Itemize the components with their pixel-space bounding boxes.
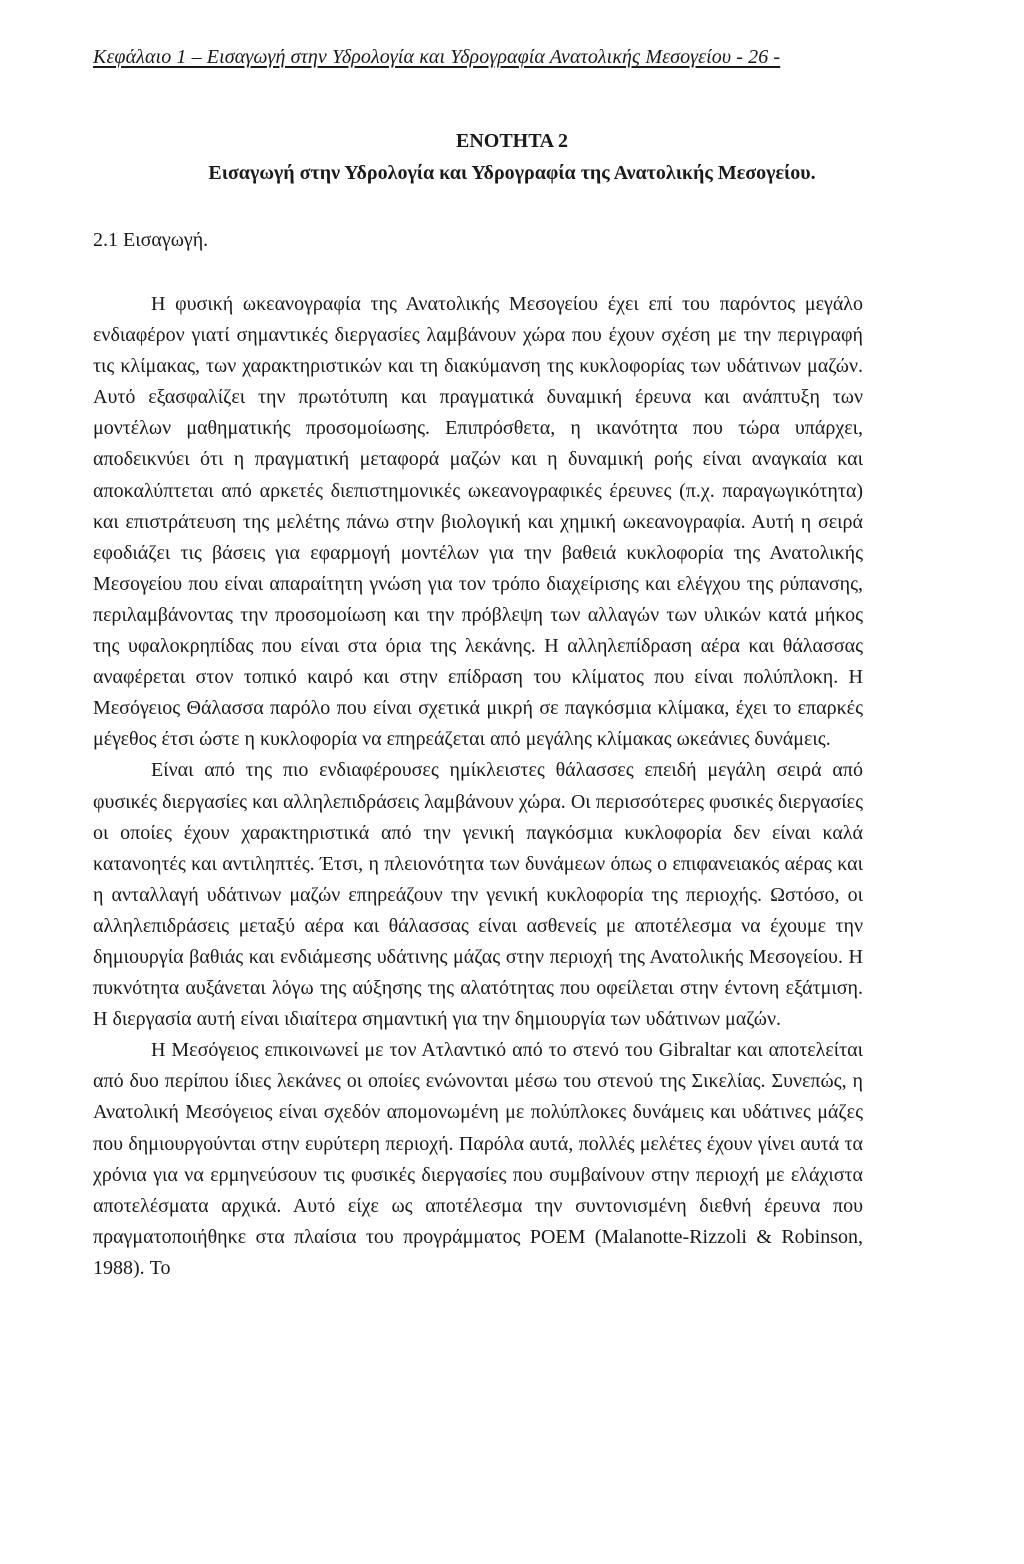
paragraph: Είναι από της πιο ενδιαφέρουσες ημίκλειστες θάλασσες επειδή μεγάλη σειρά από φυσικές διεργασίες και αλληλεπιδράσεις λαμβάνουν χώρα. Οι περισσότερες φυσικές διεργασίες οι οποίες έχουν χαρακτηριστικά από την γενική παγκόσμια κυκλοφορία δεν είναι καλά κατανοητές και αντιληπτές. Έτσι, η πλειονότητα των δυνάμεων όπως ο επιφανειακός αέρας και η ανταλλαγή υδάτινων μαζών επηρεάζουν την γενική κυκλοφορία της περιοχής. Ωστόσο, οι αλληλεπιδράσεις μεταξύ αέρα και θάλασσας είναι ασθενείς με αποτέλεσμα να έχουμε την δημιουργία βαθιάς και ενδιάμεσης υδάτινης μάζας στην περιοχή της Ανατολικής Μεσογείου. Η πυκνότητα αυξάνεται λόγω της αύξησης της αλατότητας που οφείλεται στην έντονη εξάτμιση. Η διεργασία αυτή είναι ιδιαίτερα σημαντική για την δημιουργία των υδάτινων μαζών. <box>93 759 863 1031</box>
subsection-heading: 2.1 Εισαγωγή. <box>93 229 209 251</box>
paragraph: Η Μεσόγειος επικοινωνεί με τον Ατλαντικό από το στενό του Gibraltar και αποτελείται από δυο περίπου ίδιες λεκάνες οι οποίες ενώνονται μέσω του στενού της Σικελίας. Συνεπώς, η Ανατολική Μεσόγειος είναι σχεδόν απομονωμένη με πολύπλοκες δυνάμεις και υδάτινες μάζες που δημιουργούνται στην ευρύτερη περιοχή. Παρόλα αυτά, πολλές μελέτες έχουν γίνει αυτά τα χρόνια για να ερμηνεύσουν τις φυσικές διεργασίες που συμβαίνουν στην περιοχή με ελάχιστα αποτελέσματα αρχικά. Αυτό είχε ως αποτέλεσμα την συντονισμένη διεθνή έρευνα που πραγματοποιήθηκε στα πλαίσια του προγράμματος POEM (Malanotte-Rizzoli & Robinson, 1988). Το <box>93 1039 863 1279</box>
section-title: Εισαγωγή στην Υδρολογία και Υδρογραφία της Ανατολικής Μεσογείου. <box>208 162 816 184</box>
section-number: ΕΝΟΤΗΤΑ 2 <box>456 130 568 152</box>
paragraph: Η φυσική ωκεανογραφία της Ανατολικής Μεσογείου έχει επί του παρόντος μεγάλο ενδιαφέρον γιατί σημαντικές διεργασίες λαμβάνουν χώρα που έχουν σχέση με την περιγραφή τις κλίμακας, των χαρακτηριστικών και τη διακύμανση της κυκλοφορίας των υδάτινων μαζών. Αυτό εξασφαλίζει την πρωτότυπη και πραγματικά δυναμική έρευνα και ανάπτυξη των μοντέλων μαθηματικής προσομοίωσης. Επιπρόσθετα, η ικανότητα που τώρα υπάρχει, αποδεικνύει ότι η πραγματική μεταφορά μαζών και η δυναμική ροής είναι αναγκαία και αποκαλύπτεται από αρκετές διεπιστημονικές ωκεανογραφικές έρευνες (π.χ. παραγωγικότητα) και επιστράτευση της μελέτης πάνω στην βιολογική και χημική ωκεανογραφία. Αυτή η σειρά εφοδιάζει τις βάσεις για εφαρμογή μοντέλων για την βαθειά κυκλοφορία της Ανατολικής Μεσογείου που είναι απαραίτητη γνώση για τον τρόπο διαχείρισης και ελέγχου της ρύπανσης, περιλαμβάνοντας την προσομοίωση και την πρόβλεψη των αλλαγών των υλικών κατά μήκος της υφαλοκρηπίδας που είναι στα όρια της λεκάνης. Η αλληλεπίδραση αέρα και θάλασσας αναφέρεται στον τοπικό καιρό και στην επίδραση του κλίματος που είναι πολύπλοκη. Η Μεσόγειος Θάλασσα παρόλο που είναι σχετικά μικρή σε παγκόσμια κλίμακα, έχει το επαρκές μέγεθος έτσι ώστε η κυκλοφορία να επηρεάζεται από μεγάλης κλίμακας ωκεάνιες δυνάμεις. <box>93 293 863 751</box>
running-header: Κεφάλαιο 1 – Εισαγωγή στην Υδρολογία και Υδρογραφία Ανατολικής Μεσογείου - 26 - <box>93 46 781 68</box>
body-text <box>93 289 863 1284</box>
